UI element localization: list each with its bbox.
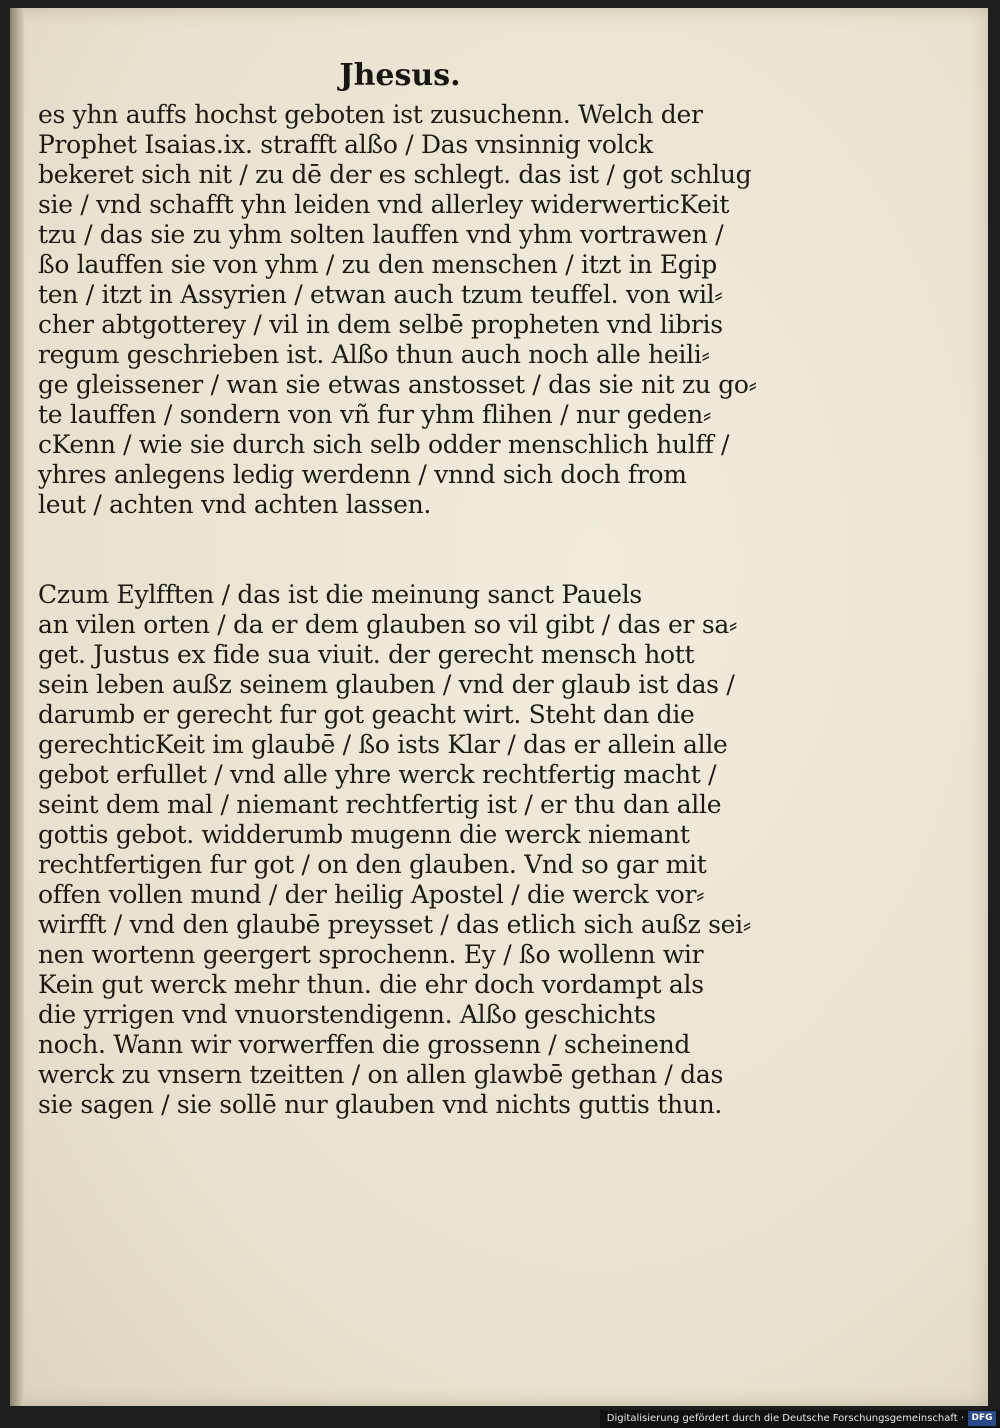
text-line: get. Justus ex fide sua viuit. der gerecht mensch hott <box>38 640 695 669</box>
text-line: tzu / das sie zu yhm solten lauffen vnd yhm vortrawen / <box>38 220 724 249</box>
page-gutter-shadow <box>10 8 24 1406</box>
text-line: gerechticKeit im glaubē / ßo ists Klar / das er allein alle <box>38 730 728 759</box>
text-line: offen vollen mund / der heilig Apostel / die werck vor⸗ <box>38 880 705 909</box>
text-line: die yrrigen vnd vnuorstendigenn. Alßo geschichts <box>38 1000 656 1029</box>
text-line: Kein gut werck mehr thun. die ehr doch vordampt als <box>38 970 704 999</box>
text-line: es yhn auffs hochst geboten ist zusuchenn. Welch der <box>38 100 703 129</box>
text-line: an vilen orten / da er dem glauben so vil gibt / das er sa⸗ <box>38 610 738 639</box>
text-line: Prophet Isaias.ix. strafft alßo / Das vnsinnig volck <box>38 130 653 159</box>
funding-attribution: Digitalisierung gefördert durch die Deutsche Forschungsgemeinschaft · <box>606 1413 964 1424</box>
text-line: cher abtgotterey / vil in dem selbē propheten vnd libris <box>38 310 723 339</box>
text-line: leut / achten vnd achten lassen. <box>38 490 432 519</box>
text-line: Czum Eylfften / das ist die meinung sanct Pauels <box>38 580 642 609</box>
dfg-logo: DFG <box>968 1411 996 1426</box>
text-line: regum geschrieben ist. Alßo thun auch noch alle heili⸗ <box>38 340 710 369</box>
text-line: werck zu vnsern tzeitten / on allen glawbē gethan / das <box>38 1060 724 1089</box>
text-line: rechtfertigen fur got / on den glauben. Vnd so gar mit <box>38 850 707 879</box>
text-line: ge gleissener / wan sie etwas anstosset / das sie nit zu go⸗ <box>38 370 757 399</box>
text-line: ßo lauffen sie von yhm / zu den menschen / itzt in Egip <box>38 250 717 279</box>
text-line: sie / vnd schafft yhn leiden vnd allerley widerwerticKeit <box>38 190 730 219</box>
text-line: sein leben außz seinem glauben / vnd der glaub ist das / <box>38 670 735 699</box>
text-line: ten / itzt in Assyrien / etwan auch tzum teuffel. von wil⸗ <box>38 280 723 309</box>
text-line: bekeret sich nit / zu dē der es schlegt. das ist / got schlug <box>38 160 752 189</box>
text-line: wirfft / vnd den glaubē preysset / das etlich sich außz sei⸗ <box>38 910 751 939</box>
paragraph-2 <box>38 580 751 1120</box>
text-line: te lauffen / sondern von vñ fur yhm flihen / nur geden⸗ <box>38 400 711 429</box>
text-line: seint dem mal / niemant rechtfertig ist / er thu dan alle <box>38 790 722 819</box>
text-line: cKenn / wie sie durch sich selb odder menschlich hulff / <box>38 430 730 459</box>
text-line: nen wortenn geergert sprochenn. Ey / ßo wollenn wir <box>38 940 704 969</box>
paragraph-1 <box>38 100 757 520</box>
running-header: Jhesus. <box>339 58 461 93</box>
text-line: darumb er gerecht fur got geacht wirt. Steht dan die <box>38 700 695 729</box>
text-line: sie sagen / sie sollē nur glauben vnd nichts guttis thun. <box>38 1090 723 1119</box>
text-line: gebot erfullet / vnd alle yhre werck rechtfertig macht / <box>38 760 717 789</box>
text-line: noch. Wann wir vorwerffen die grossenn / scheinend <box>38 1030 691 1059</box>
text-line: gottis gebot. widderumb mugenn die werck niemant <box>38 820 690 849</box>
text-line: yhres anlegens ledig werdenn / vnnd sich doch from <box>38 460 687 489</box>
